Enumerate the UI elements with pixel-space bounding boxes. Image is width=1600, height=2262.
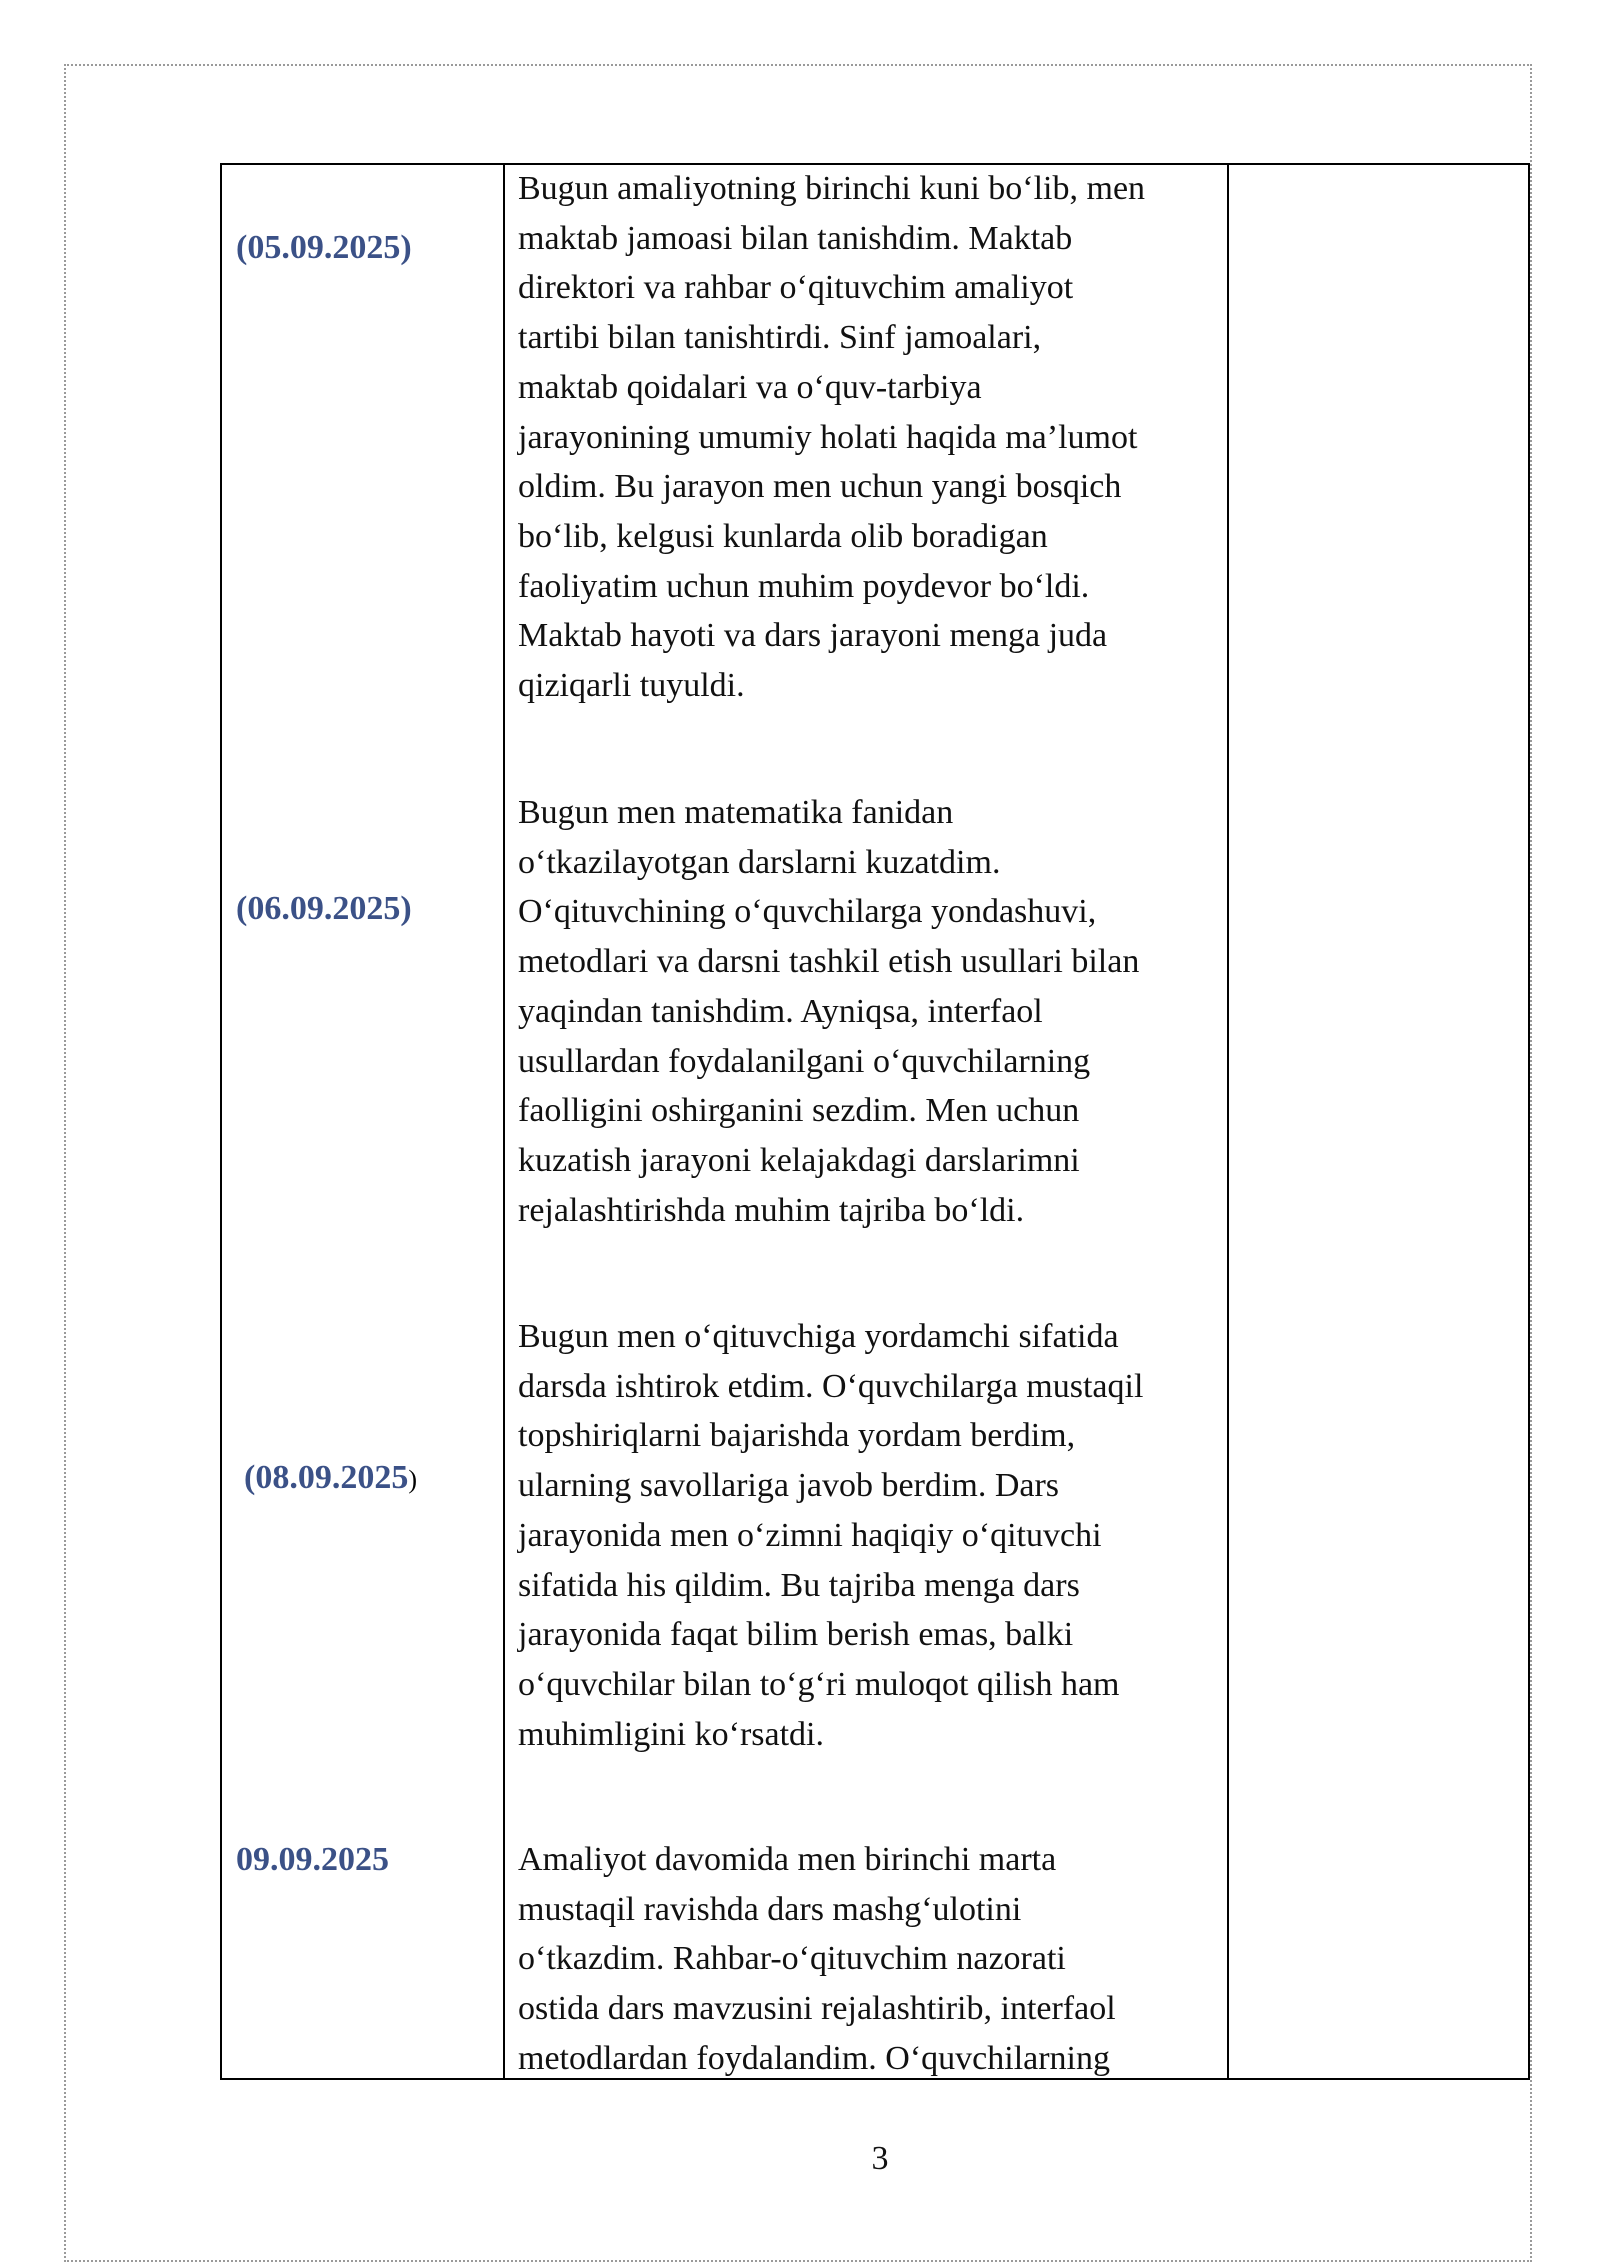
entry-date-suffix: ): [408, 1465, 417, 1494]
entry-line: darsda ishtirok etdim. O‘quvchilarga mustaqil: [518, 1367, 1144, 1405]
entry-line: faoliyatim uchun muhim poydevor bo‘ldi.: [518, 567, 1090, 605]
entry-line: rejalashtirishda muhim tajriba bo‘ldi.: [518, 1191, 1025, 1229]
page-number: 3: [871, 2140, 889, 2177]
entry-line: topshiriqlarni bajarishda yordam berdim,: [518, 1417, 1076, 1455]
entry-line: Bugun men matematika fanidan: [518, 794, 954, 831]
entry-date: [244, 1459, 417, 1497]
entry-line: bo‘lib, kelgusi kunlarda olib boradigan: [518, 517, 1048, 555]
entry-line: metodlardan foydalandim. O‘quvchilarning: [518, 2039, 1110, 2077]
entry-line: Amaliyot davomida men birinchi marta: [518, 1841, 1057, 1878]
entry-line: faolligini oshirganini sezdim. Men uchun: [518, 1092, 1080, 1130]
entry-line: jarayonida faqat bilim berish emas, balki: [518, 1616, 1074, 1654]
entry-line: jarayonida men o‘zimni haqiqiy o‘qituvchi: [518, 1516, 1102, 1554]
entry-line: kuzatish jarayoni kelajakdagi darslarimni: [518, 1141, 1080, 1179]
entry-line: yaqindan tanishdim. Ayniqsa, interfaol: [518, 992, 1043, 1030]
entry-line: qiziqarli tuyuldi.: [518, 667, 745, 705]
entry-text: [518, 1312, 1218, 1759]
column-divider-date: [503, 165, 505, 2078]
entry-line: muhimligini ko‘rsatdi.: [518, 1715, 824, 1753]
entry-date: 09.09.2025: [236, 1841, 389, 1878]
entry-line: O‘qituvchining o‘quvchilarga yondashuvi,: [518, 893, 1097, 931]
entry-line: Bugun men o‘qituvchiga yordamchi sifatida: [518, 1318, 1119, 1355]
entry-line: jarayonining umumiy holati haqida ma’lumot: [518, 418, 1138, 456]
entry-line: metodlari va darsni tashkil etish usullari bilan: [518, 943, 1140, 981]
entry-line: o‘quvchilar bilan to‘g‘ri muloqot qilish ham: [518, 1665, 1120, 1703]
entry-line: o‘tkazilayotgan darslarni kuzatdim.: [518, 843, 1001, 881]
entry-line: usullardan foydalanilgani o‘quvchilarning: [518, 1042, 1091, 1080]
entry-line: ostida dars mavzusini rejalashtirib, interfaol: [518, 1990, 1116, 2028]
entry-line: oldim. Bu jarayon men uchun yangi bosqich: [518, 468, 1122, 506]
entry-date-main: (08.09.2025: [244, 1459, 409, 1496]
entry-line: o‘tkazdim. Rahbar-o‘qituvchim nazorati: [518, 1940, 1066, 1978]
entry-date: (05.09.2025): [236, 229, 412, 266]
entry-line: maktab qoidalari va o‘quv-tarbiya: [518, 368, 982, 406]
entry-text: [518, 1835, 1218, 2080]
entry-line: direktori va rahbar o‘qituvchim amaliyot: [518, 269, 1074, 307]
entry-date: (06.09.2025): [236, 890, 412, 927]
entry-text: [518, 164, 1218, 711]
entry-line: Bugun amaliyotning birinchi kuni bo‘lib, men: [518, 170, 1146, 207]
entry-line: ularning savollariga javob berdim. Dars: [518, 1467, 1060, 1505]
entry-line: mustaqil ravishda dars mashg‘ulotini: [518, 1890, 1022, 1928]
entry-line: maktab jamoasi bilan tanishdim. Maktab: [518, 219, 1073, 257]
entry-line: Maktab hayoti va dars jarayoni menga juda: [518, 617, 1108, 655]
entry-line: sifatida his qildim. Bu tajriba menga dars: [518, 1566, 1080, 1604]
entry-line: tartibi bilan tanishtirdi. Sinf jamoalari,: [518, 319, 1042, 357]
entry-text: [518, 788, 1218, 1235]
column-divider-notes: [1227, 165, 1229, 2078]
practice-diary-table: [220, 163, 1530, 2080]
